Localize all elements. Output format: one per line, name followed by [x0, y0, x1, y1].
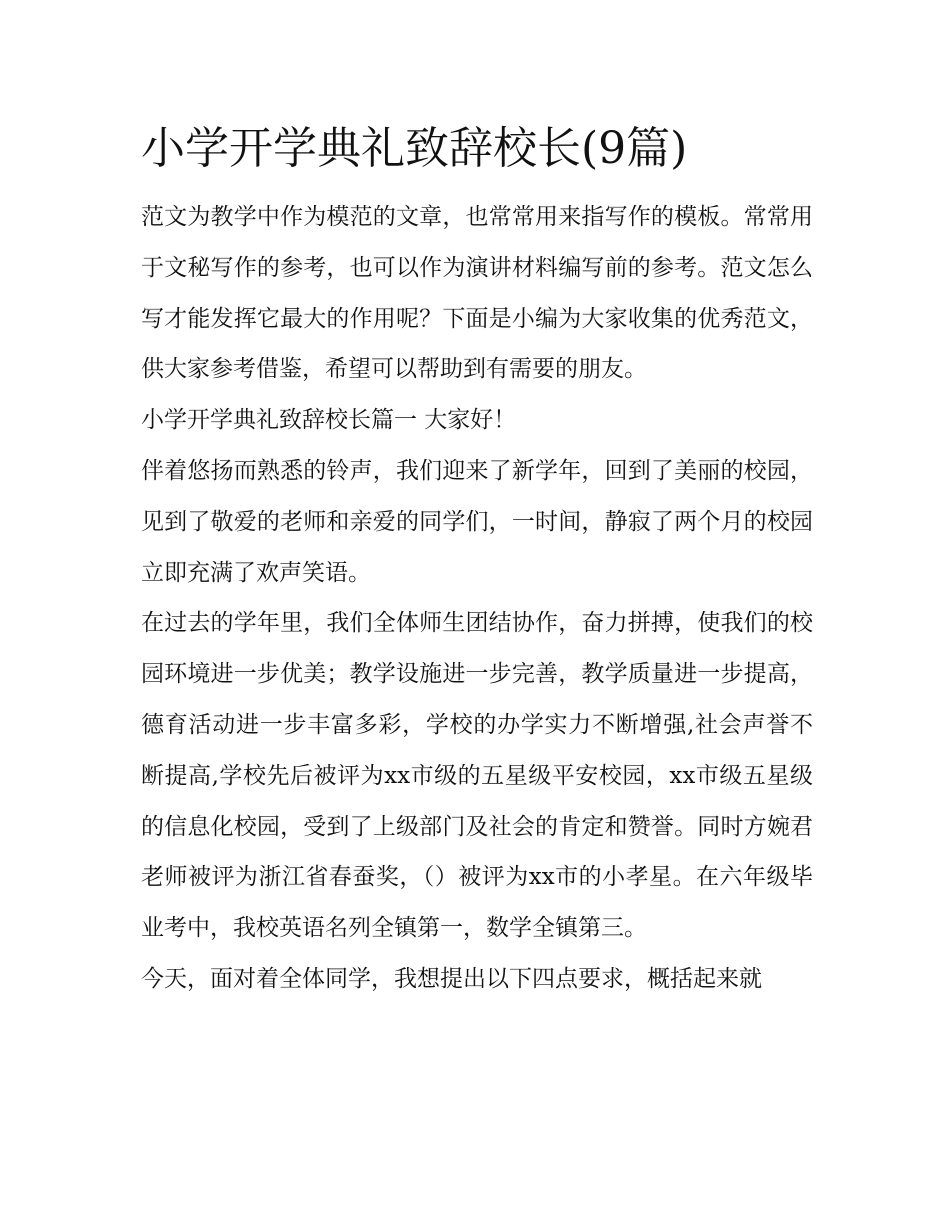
- section-heading-paragraph: 小学开学典礼致辞校长篇一 大家好！: [141, 407, 517, 434]
- intro-paragraph: 范文为教学中作为模范的文章，也常常用来指写作的模板。常常用于文秘写作的参考，也可以作为演讲材料编写前的参考。范文怎么写才能发挥它最大的作用呢？下面是小编为大家收集的优秀范文，供大家参考借鉴，希望可以帮助到有需要的朋友。: [141, 204, 813, 383]
- body-paragraph: 伴着悠扬而熟悉的铃声，我们迎来了新学年，回到了美丽的校园，见到了敬爱的老师和亲爱的同学们，一时间，静寂了两个月的校园立即充满了欢声笑语。: [141, 457, 813, 586]
- document-body: [141, 118, 813, 1005]
- body-paragraph: 在过去的学年里，我们全体师生团结协作，奋力拼搏，使我们的校园环境进一步优美；教学设施进一步完善，教学质量进一步提高，德育活动进一步丰富多彩，学校的办学实力不断增强,社会声誉不断提高,学校先后被评为xx市级的五星级平安校园，xx市级五星级的信息化校园，受到了上级部门及社会的肯定和赞誉。同时方婉君老师被评为浙江省春蚕奖，（）被评为xx市的小孝星。在六年级毕业考中，我校英语名列全镇第一，数学全镇第三。: [141, 610, 813, 942]
- body-paragraph: 今天，面对着全体同学，我想提出以下四点要求，概括起来就: [141, 965, 762, 992]
- document-title: 小学开学典礼致辞校长(9篇): [141, 123, 688, 174]
